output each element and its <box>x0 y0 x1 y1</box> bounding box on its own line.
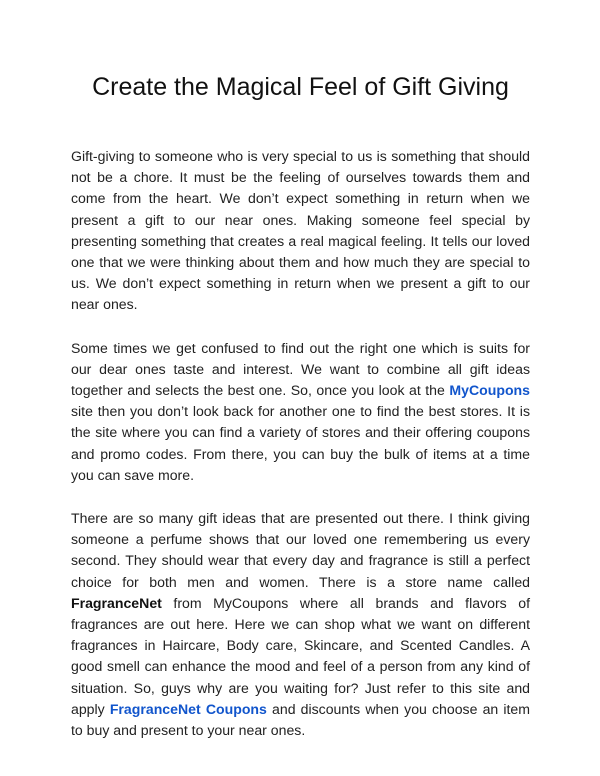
paragraph-intro: Gift-giving to someone who is very special to us is something that should not be a chore. It must be the feeling of ourselves towards them and come from the heart. We don’t expect something in return when we present a gift to our near ones. Making someone feel special by presenting something that creates a real magical feeling. It tells our loved one that we were thinking about them and how much they are special to us. We don’t expect something in return when we present a gift to our near ones. <box>71 148 530 313</box>
paragraph-fragrancenet-text-2: from MyCoupons where all brands and flavors of fragrances are out here. Here we can shop what we want on different fragrances in Haircare, Body care, Skincare, and Scented Candles. A good smell can enhance the mood and feel of a person from any kind of situation. So, guys why are you waiting for? Just refer to this site and apply <box>71 594 530 717</box>
fragrancenet-coupons-link[interactable]: FragranceNet Coupons <box>109 700 267 717</box>
mycoupons-link[interactable]: MyCoupons <box>449 382 530 399</box>
paragraph-mycoupons-text-before: Some times we get confused to find out the right one which is suits for our dear ones taste and interest. We want to combine all gift ideas together and selects the best one. So, once you look at the <box>71 339 530 399</box>
paragraph-fragrancenet <box>71 508 530 741</box>
paragraph-fragrancenet-text-1: There are so many gift ideas that are presented out there. I think giving someone a perfume shows that our loved one remembering us every second. They should wear that every day and fragrance is still a perfect choice for both men and women. There is a store name called <box>71 510 530 590</box>
paragraph-mycoupons-text-after: site then you don’t look back for another one to find the best stores. It is the site where you can find a variety of stores and their offering coupons and promo codes. From there, you can buy the bulk of items at a time you can save more. <box>71 403 530 483</box>
paragraph-mycoupons <box>71 338 530 486</box>
fragrancenet-store-name: FragranceNet <box>71 594 162 611</box>
paragraph-fragrancenet-text-3: and discounts when you choose an item to buy and present to your near ones. <box>71 700 531 739</box>
page-title: Create the Magical Feel of Gift Giving <box>92 73 509 101</box>
